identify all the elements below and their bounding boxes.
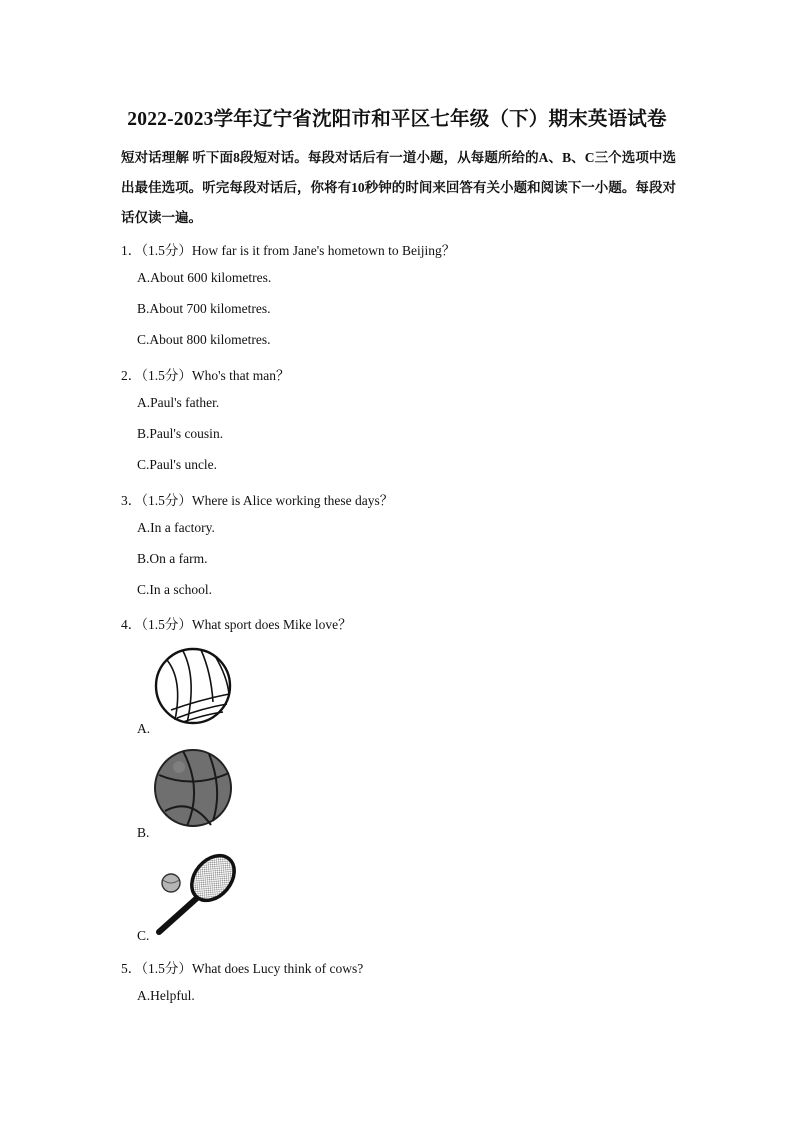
question-number: 3．: [121, 493, 142, 508]
question-3: [121, 489, 393, 509]
option-3c: C.In a school.: [137, 582, 212, 597]
question-2: [121, 364, 290, 384]
option-2b: B.Paul's cousin.: [137, 426, 224, 441]
question-text: How far is it from Jane's hometown to Beijing？: [191, 243, 456, 258]
question-number: 2．: [121, 368, 142, 383]
question-score: （1.5分）: [141, 243, 192, 258]
question-5: [121, 957, 363, 977]
option-4b: [137, 745, 237, 845]
option-label: C.: [137, 928, 150, 943]
option-1c: C.About 800 kilometres.: [137, 332, 271, 347]
option-3a: A.In a factory.: [137, 520, 215, 535]
question-text: Where is Alice working these days？: [191, 493, 394, 508]
option-1a: A.About 600 kilometres.: [137, 270, 272, 285]
question-text: Who's that man？: [191, 368, 290, 383]
option-2c: C.Paul's uncle.: [137, 457, 218, 472]
question-text: What does Lucy think of cows?: [191, 961, 364, 976]
option-3b: B.On a farm.: [137, 551, 208, 566]
question-score: （1.5分）: [141, 961, 192, 976]
question-4: [121, 613, 352, 633]
question-score: （1.5分）: [141, 493, 192, 508]
option-1b: B.About 700 kilometres.: [137, 301, 271, 316]
option-label: B.: [137, 825, 150, 840]
option-4a: [137, 640, 237, 740]
basketball-icon: [153, 745, 233, 834]
option-2a: A.Paul's father.: [137, 395, 220, 410]
question-number: 1．: [121, 243, 142, 258]
question-number: 4．: [121, 617, 142, 632]
tennis-racket-icon: [153, 850, 237, 943]
option-4c: [137, 850, 247, 950]
section-instructions: 短对话理解 听下面8段短对话。每段对话后有一道小题，从每题所给的A、B、C三个选项中选出最佳选项。听完每段对话后，你将有10秒钟的时间来回答有关小题和阅读下一小题。每段对话仅读一遍。: [121, 150, 676, 225]
option-label: A.: [137, 721, 151, 736]
question-text: What sport does Mike love？: [191, 617, 352, 632]
option-5a: A.Helpful.: [137, 988, 195, 1003]
question-1: [121, 239, 455, 259]
question-score: （1.5分）: [141, 368, 192, 383]
question-score: （1.5分）: [141, 617, 192, 632]
question-number: 5．: [121, 961, 142, 976]
page-title: 2022-2023学年辽宁省沈阳市和平区七年级（下）期末英语试卷: [127, 109, 667, 130]
volleyball-icon: [153, 642, 233, 735]
